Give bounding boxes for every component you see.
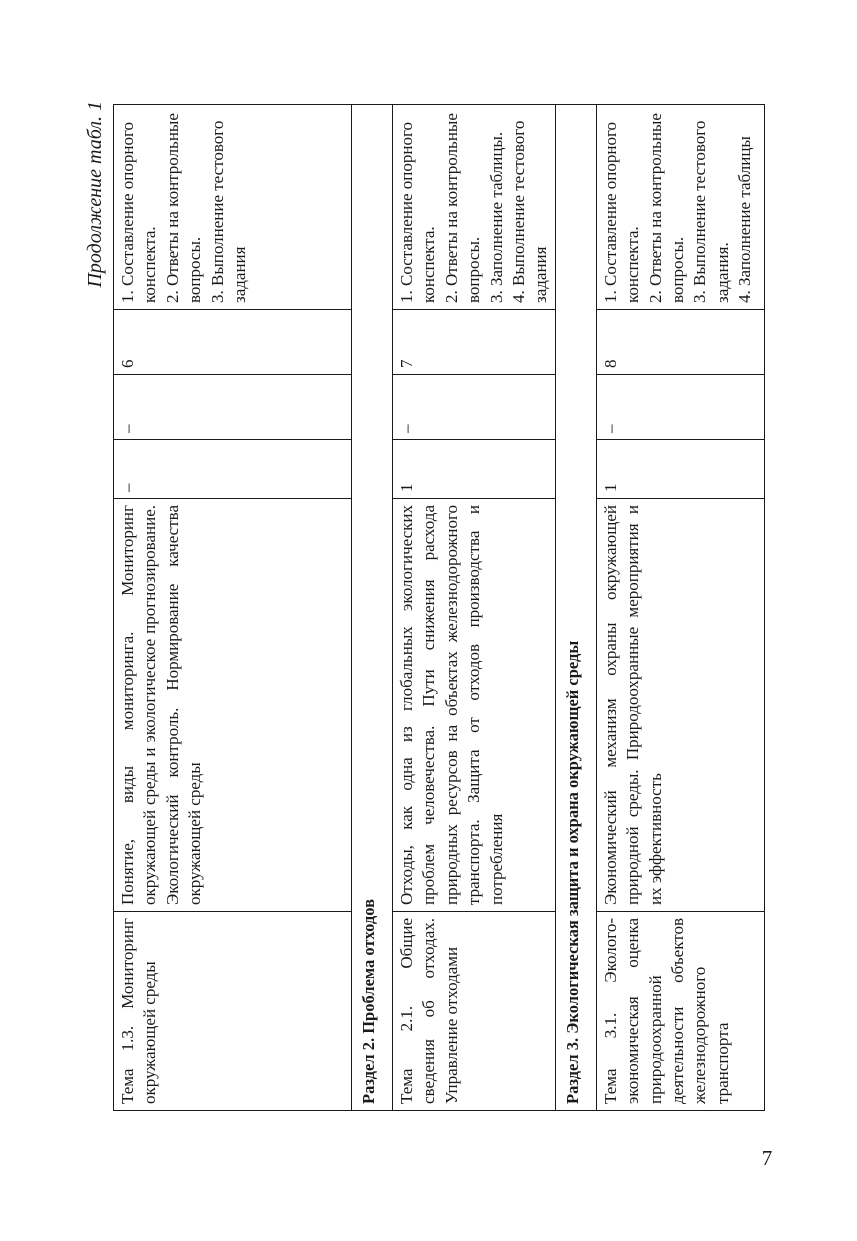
- hours-cell-3: 7: [393, 310, 556, 375]
- page-number: 7: [761, 1146, 773, 1170]
- tasks-cell: [596, 105, 764, 310]
- topic-cell: Тема 1.3. Мониторинг окружающей среды: [114, 912, 352, 1111]
- task-item: 1. Составление опорного конспекта.: [118, 121, 160, 303]
- content-cell: Понятие, виды мониторинга. Мониторинг окружающей среды и экологическое прогнозирование. Экологический контроль. Нормирование качества окружающей среды: [114, 499, 352, 912]
- table-caption: Продолжение табл. 1: [84, 101, 106, 288]
- task-item: 4. Выполнение тестового задания: [509, 120, 551, 303]
- table-row: [596, 105, 764, 1111]
- hours-cell-1: 1: [393, 440, 556, 499]
- content-cell: Отходы, как одна из глобальных экологических проблем человечества. Пути снижения расхода природных ресурсов на объектах железнодорожного транспорта. Защита от отходов производства и потребления: [393, 499, 556, 912]
- tasks-cell: [114, 105, 352, 310]
- task-item: 2. Ответы на контрольные вопросы.: [645, 113, 688, 303]
- hours-cell-1: 1: [596, 440, 764, 499]
- section-row: [352, 105, 393, 1111]
- tasks-cell: [393, 105, 556, 310]
- task-item: 3. Выполнение тестового задания.: [690, 120, 732, 303]
- task-item: 1. Составление опорного конспекта.: [600, 121, 643, 303]
- topic-cell: Тема 3.1. Эколого-экономическая оценка природоохранной деятельности объектов железнодорожного транспорта: [596, 912, 764, 1111]
- table-row: [393, 105, 556, 1111]
- hours-cell-2: –: [596, 375, 764, 440]
- task-item: 4. Заполнение таблицы: [735, 136, 755, 303]
- topic-cell: Тема 2.1. Общие сведения об отходах. Управление отходами: [393, 912, 556, 1111]
- task-item: 1. Составление опорного конспекта.: [397, 121, 439, 303]
- content-cell: Экономический механизм охраны окружающей природной среды. Природоохранные мероприятия и их эффективность: [596, 499, 764, 912]
- section-row: [555, 105, 596, 1111]
- hours-cell-3: 6: [114, 310, 352, 375]
- hours-cell-3: 8: [596, 310, 764, 375]
- section-title: Раздел 2. Проблема отходов: [352, 105, 393, 1111]
- task-item: 2. Ответы на контрольные вопросы.: [441, 113, 484, 303]
- hours-cell-2: –: [114, 375, 352, 440]
- curriculum-table: [113, 104, 765, 1111]
- hours-cell-1: –: [114, 440, 352, 499]
- task-item: 3. Выполнение тестового задания: [207, 120, 250, 303]
- task-item: 3. Заполнение таблицы.: [486, 131, 506, 303]
- section-title: Раздел 3. Экологическая защита и охрана окружающей среды: [555, 105, 596, 1111]
- table-row: [114, 105, 352, 1111]
- hours-cell-2: –: [393, 375, 556, 440]
- task-item: 2. Ответы на контрольные вопросы.: [162, 113, 205, 303]
